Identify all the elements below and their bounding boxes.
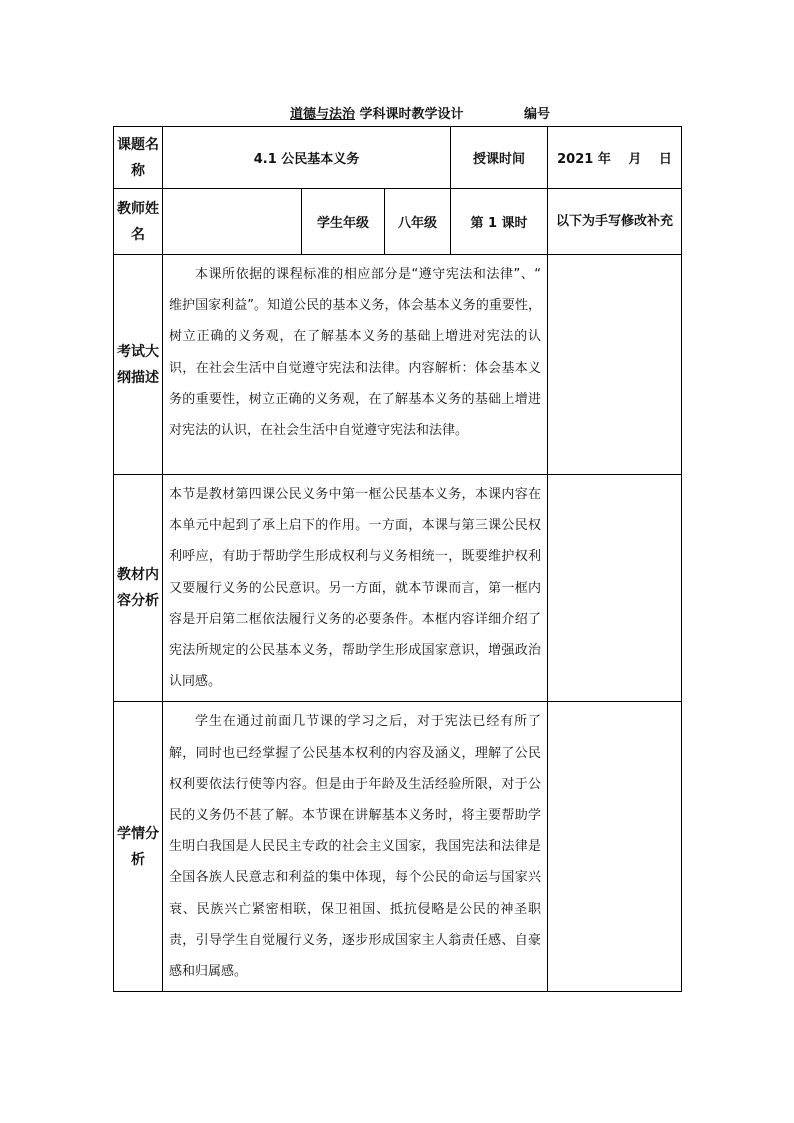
exam-outline-label: 考试大纲描述 bbox=[114, 255, 163, 475]
subject-name: 道德与法治 bbox=[290, 107, 356, 122]
student-analysis-notes bbox=[548, 702, 682, 992]
title-suffix: 学科课时教学设计 bbox=[355, 107, 464, 122]
row-lesson-title bbox=[114, 127, 682, 189]
textbook-analysis-notes bbox=[548, 475, 682, 702]
textbook-analysis-text: 本节是教材第四课公民义务中第一框公民基本义务，本课内容在本单元中起到了承上启下的作用。一方面，本课与第三课公民权利呼应，有助于帮助学生形成权利与义务相统一，既要维护权利又要履行义务的公民意识。另一方面，就本节课而言，第一框内容是开启第二框依法履行义务的必要条件。本框内容详细介绍了宪法所规定的公民基本义务，帮助学生形成国家意识，增强政治认同感。 bbox=[163, 475, 548, 702]
textbook-analysis-label: 教材内容分析 bbox=[114, 475, 163, 702]
student-grade-label: 学生年级 bbox=[302, 189, 385, 255]
period-value: 第 1 课时 bbox=[451, 189, 548, 255]
row-student-analysis bbox=[114, 702, 682, 992]
teacher-name-value bbox=[163, 189, 302, 255]
class-date-value: 2021 年 月 日 bbox=[548, 127, 682, 189]
lesson-plan-table bbox=[113, 126, 682, 992]
row-teacher bbox=[114, 189, 682, 255]
student-analysis-text: 学生在通过前面几节课的学习之后，对于宪法已经有所了解，同时也已经掌握了公民基本权利的内容及涵义，理解了公民权利要依法行使等内容。但是由于年龄及生活经验所限，对于公民的义务仍不甚了解。本节课在讲解基本义务时，将主要帮助学生明白我国是人民民主专政的社会主义国家，我国宪法和法律是全国各族人民意志和利益的集中体现，每个公民的命运与国家兴衰、民族兴亡紧密相联，保卫祖国、抵抗侵略是公民的神圣职责，引导学生自觉履行义务，逐步形成国家主人翁责任感、自豪感和归属感。 bbox=[163, 702, 548, 992]
document-title bbox=[290, 103, 464, 122]
handwritten-note-label: 以下为手写修改补充 bbox=[548, 189, 682, 255]
exam-outline-text: 本课所依据的课程标准的相应部分是“遵守宪法和法律”、“ 维护国家利益”。知道公民的基本义务，体会基本义务的重要性，树立正确的义务观，在了解基本义务的基础上增进对宪法的认识，在社会生活中自觉遵守宪法和法律。内容解析：体会基本义务的重要性，树立正确的义务观，在了解基本义务的基础上增进对宪法的认识，在社会生活中自觉遵守宪法和法律。 bbox=[163, 255, 548, 475]
lesson-title-label: 课题名称 bbox=[114, 127, 163, 189]
page-header bbox=[0, 103, 794, 123]
exam-outline-notes bbox=[548, 255, 682, 475]
row-textbook-analysis bbox=[114, 475, 682, 702]
code-label: 编号 bbox=[524, 107, 551, 122]
teacher-name-label: 教师姓名 bbox=[114, 189, 163, 255]
row-exam-outline bbox=[114, 255, 682, 475]
student-grade-value: 八年级 bbox=[385, 189, 451, 255]
student-analysis-label: 学情分析 bbox=[114, 702, 163, 992]
lesson-title-value: 4.1 公民基本义务 bbox=[163, 127, 451, 189]
class-time-label: 授课时间 bbox=[451, 127, 548, 189]
